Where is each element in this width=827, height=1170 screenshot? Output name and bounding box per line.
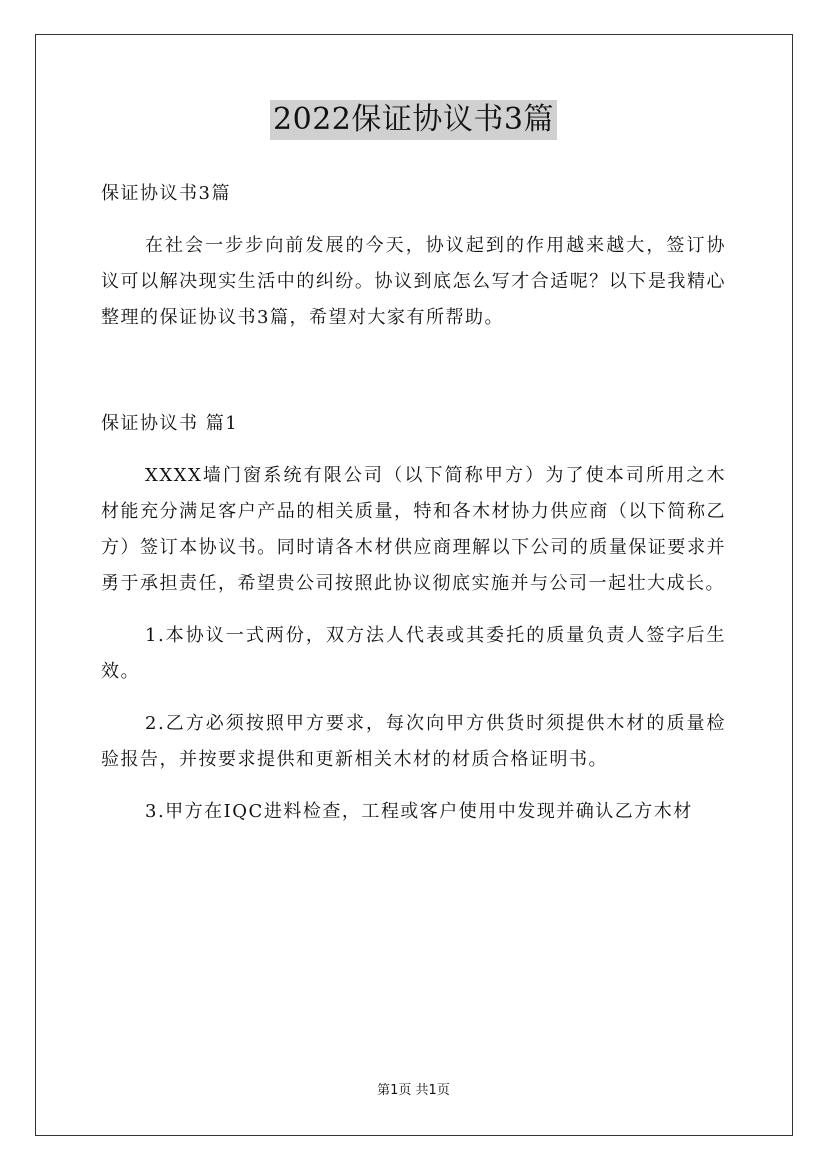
document-subtitle: 保证协议书3篇: [101, 183, 231, 204]
section-spacer: [101, 352, 726, 406]
intro-paragraph: 在社会一步步向前发展的今天，协议起到的作用越来越大，签订协议可以解决现实生活中的纠纷。协议到底怎么写才合适呢？以下是我精心整理的保证协议书3篇，希望对大家有所帮助。: [101, 235, 726, 328]
section-heading: 保证协议书 篇1: [101, 413, 239, 434]
clause-3: 3.甲方在IQC进料检查，工程或客户使用中发现并确认乙方木材: [145, 801, 693, 822]
page-footer: 第1页 共1页: [377, 1083, 450, 1098]
clause-1: 1.本协议一式两份，双方法人代表或其委托的质量负责人签字后生效。: [101, 625, 726, 682]
clause-2: 2.乙方必须按照甲方要求，每次向甲方供货时须提供木材的质量检验报告，并按要求提供和更新相关木材的材质合格证明书。: [101, 713, 726, 770]
document-body: [101, 176, 726, 846]
document-title: 2022保证协议书3篇: [270, 100, 557, 140]
title-container: [0, 100, 827, 140]
body-paragraph: XXXX墙门窗系统有限公司（以下简称甲方）为了使本司所用之木材能充分满足客户产品的相关质量，特和各木材协力供应商（以下简称乙方）签订本协议书。同时请各木材供应商理解以下公司的质量保证要求并勇于承担责任，希望贵公司按照此协议彻底实施并与公司一起壮大成长。: [101, 465, 726, 594]
